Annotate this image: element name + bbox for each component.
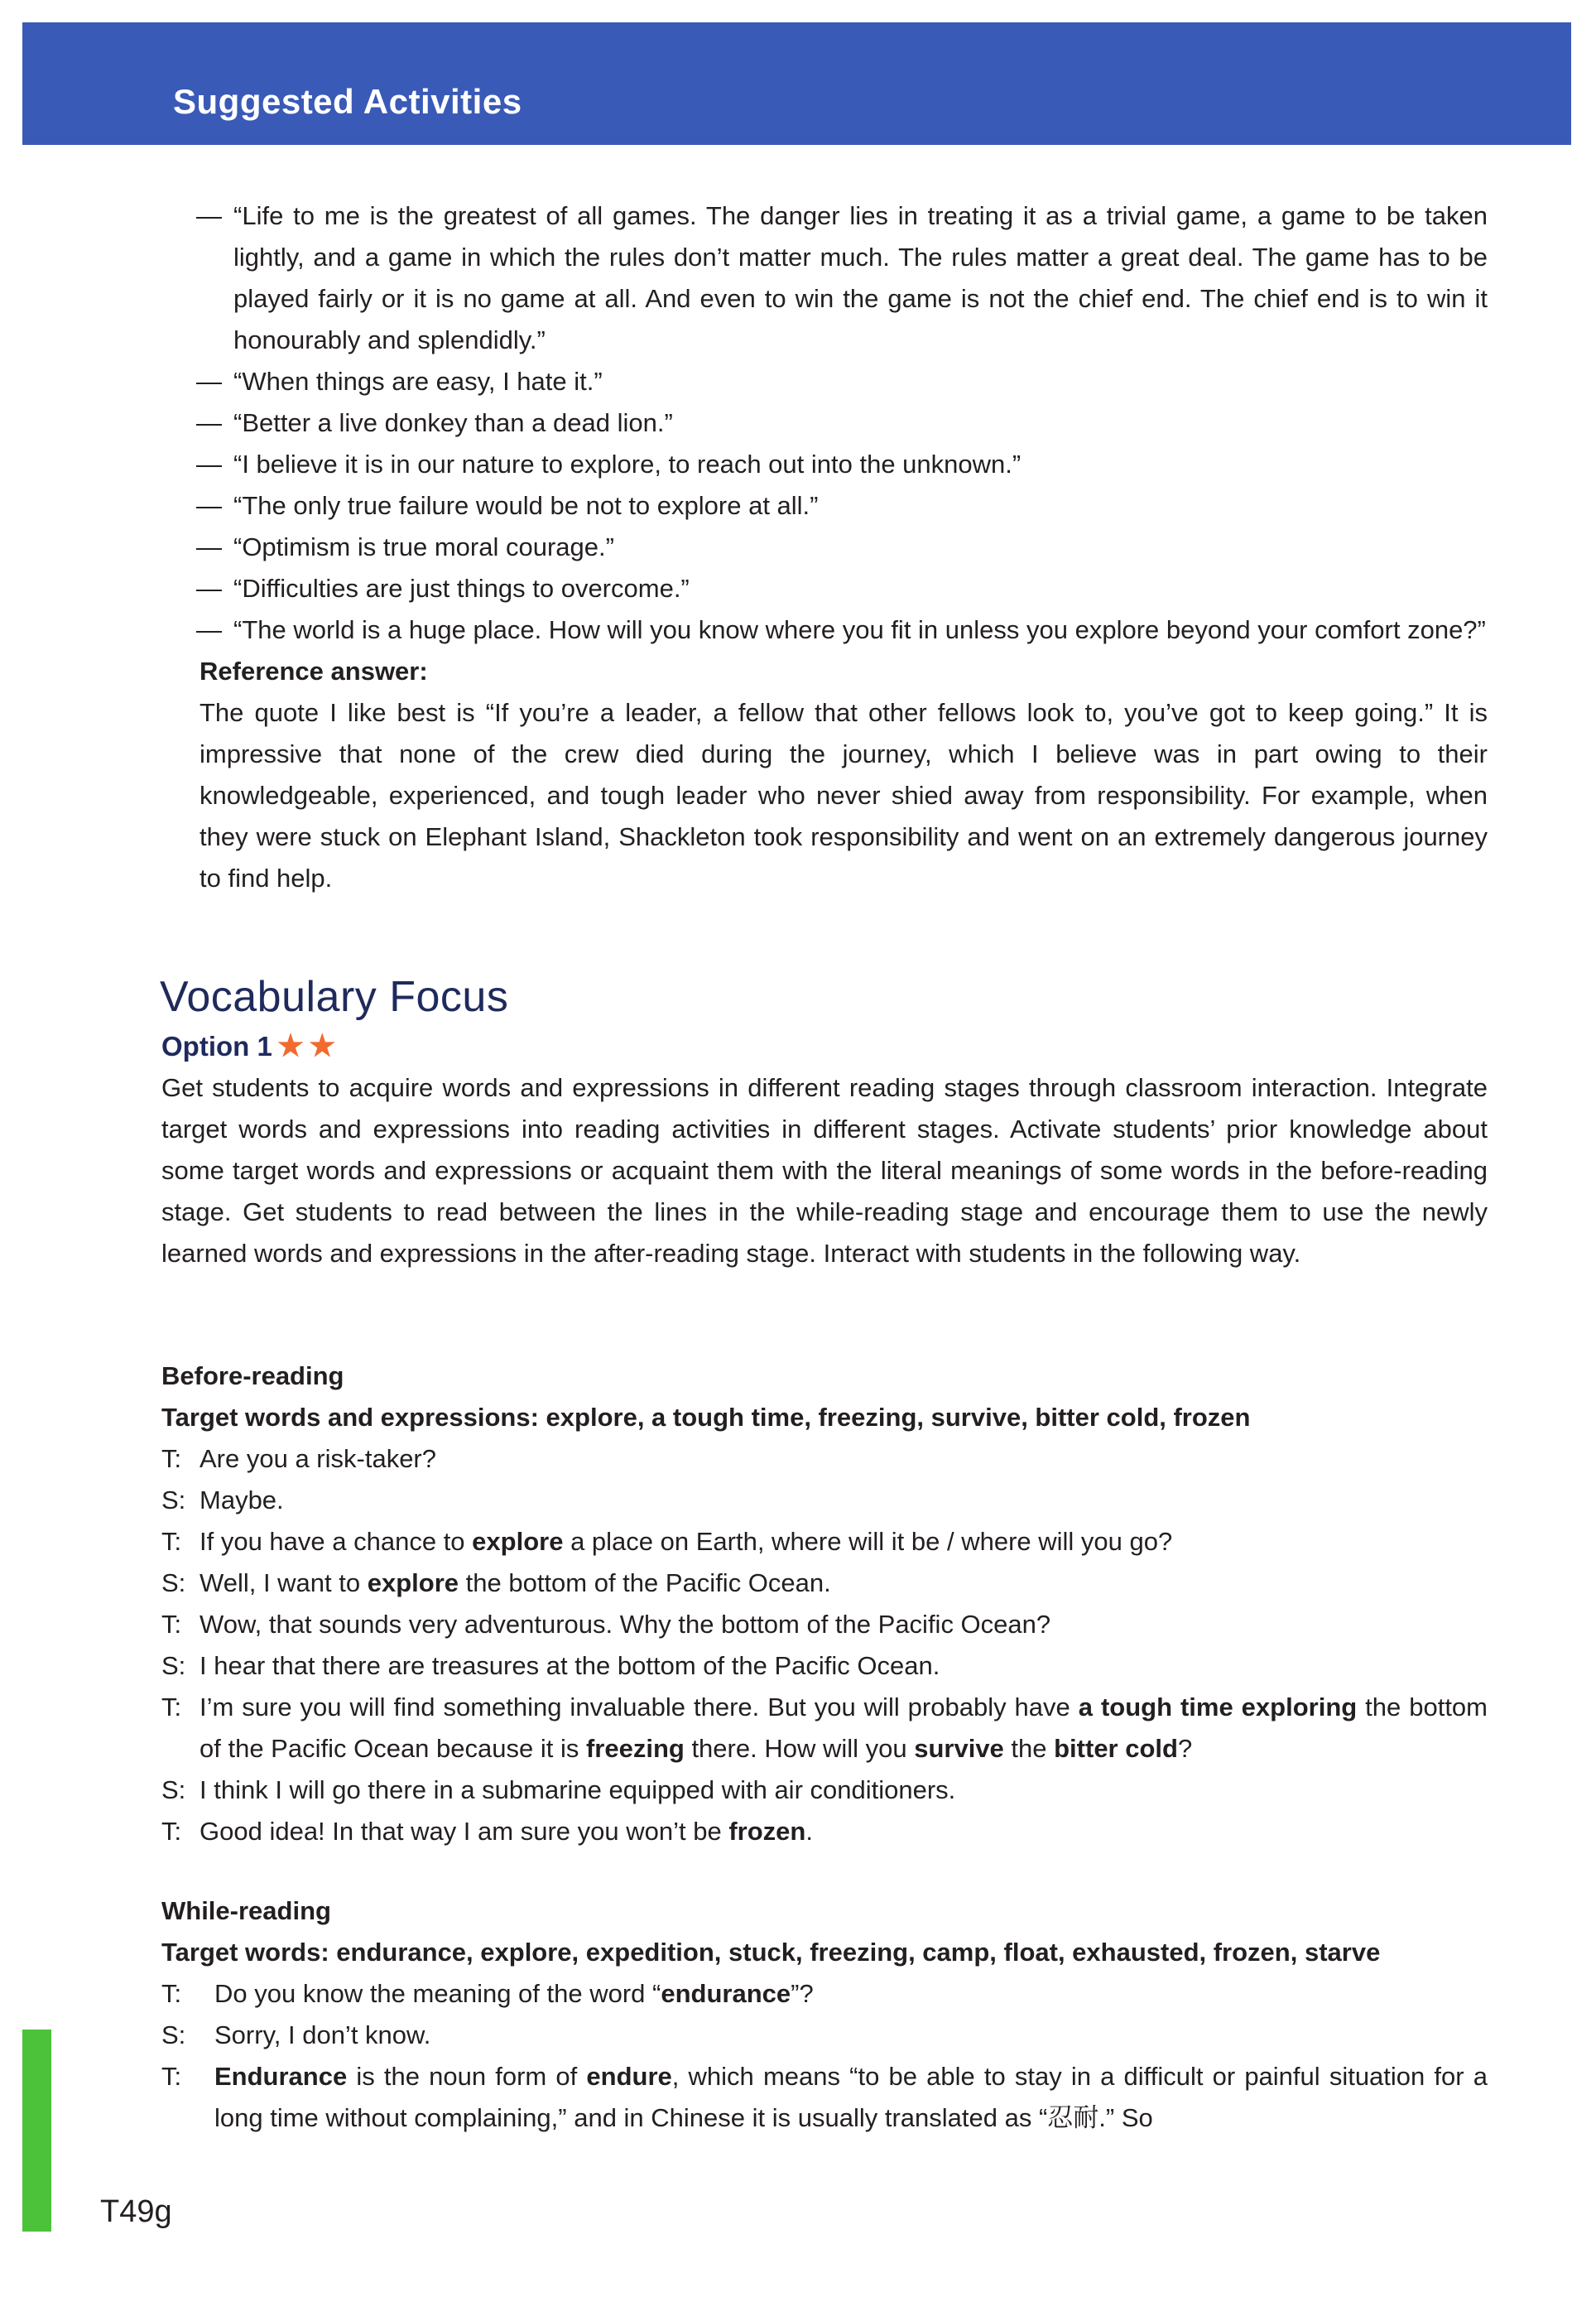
quote-item: [196, 609, 1488, 651]
option-heading: [161, 1025, 335, 1067]
page-edge-tab: [22, 2030, 51, 2232]
while-target-words: Target words: endurance, explore, expedition, stuck, freezing, camp, float, exhausted, frozen, starve: [161, 1938, 1381, 1967]
dialogue-text: [200, 1645, 1488, 1687]
before-reading-section: [161, 1356, 1488, 1852]
before-reading-heading: Before-reading: [161, 1361, 344, 1390]
while-reading-section: [161, 1890, 1488, 2139]
reference-answer-text: The quote I like best is “If you’re a leader, a fellow that other fellows look to, you’ve got to keep going.” It is impressive that none of the crew died during the journey, which I believe was in part owing to their knowledgeable, experienced, and tough leader who never shied away from responsibility. For example, when they were stuck on Elephant Island, Shackleton took responsibility and went on an extremely dangerous journey to find help.: [200, 698, 1488, 893]
text-segment: ”?: [791, 1979, 814, 2008]
dialogue-line: [161, 1438, 1488, 1480]
quote-text: “The world is a huge place. How will you know where you fit in unless you explore beyond your comfort zone?”: [233, 615, 1486, 644]
text-segment: is the noun form of: [347, 2062, 587, 2091]
dialogue-line: [161, 2015, 1488, 2056]
target-word: frozen: [728, 1817, 806, 1846]
dialogue-line: [161, 2056, 1488, 2139]
quote-dash: —: [196, 491, 222, 520]
quote-item: [196, 568, 1488, 609]
before-target-words: Target words and expressions: explore, a tough time, freezing, survive, bitter cold, frozen: [161, 1403, 1251, 1432]
dialogue-line: [161, 1480, 1488, 1521]
dialogue-text: [200, 1770, 1488, 1811]
speaker-label: S:: [161, 1568, 186, 1597]
dialogue-line: [161, 1521, 1488, 1563]
dialogue-line: [161, 1973, 1488, 2015]
target-word: Endurance: [214, 2062, 348, 2091]
text-segment: .: [805, 1817, 813, 1846]
speaker-label: T:: [161, 1610, 182, 1639]
star-icon: ★: [276, 1028, 305, 1062]
speaker-label: S:: [161, 1651, 186, 1680]
speaker-label: T:: [161, 1527, 182, 1556]
quote-item: [196, 485, 1488, 527]
target-word: freezing: [585, 1734, 685, 1763]
dialogue-line: [161, 1770, 1488, 1811]
reference-answer-label: Reference answer:: [200, 657, 428, 686]
target-word: a tough time exploring: [1078, 1693, 1358, 1721]
target-word: explore: [472, 1527, 564, 1556]
dialogue-text: [200, 1521, 1488, 1563]
quote-dash: —: [196, 201, 222, 230]
dialogue-text: [200, 1811, 1488, 1852]
text-segment: I’m sure you will find something invaluable there. But you will probably have: [200, 1693, 1079, 1721]
text-segment: the bottom of the Pacific Ocean because it is: [200, 1693, 1488, 1763]
dialogue-text: [200, 1438, 1488, 1480]
quote-dash: —: [196, 450, 222, 479]
target-word: bitter cold: [1054, 1734, 1178, 1763]
dialogue-line: [161, 1563, 1488, 1604]
target-word: explore: [367, 1568, 459, 1597]
quote-dash: —: [196, 532, 222, 561]
text-segment: Do you know the meaning of the word “: [214, 1979, 661, 2008]
quote-text: “Life to me is the greatest of all games. The danger lies in treating it as a trivial game, a game to be taken lightly, and a game in which the rules don’t matter much. The rules matter a great deal. The game has to be played fairly or it is no game at all. And even to win the game is not the chief end. The chief end is to win it honourably and splendidly.”: [233, 201, 1488, 354]
quote-text: “The only true failure would be not to explore at all.”: [233, 491, 819, 520]
text-segment: the: [1003, 1734, 1055, 1763]
while-reading-heading: While-reading: [161, 1896, 331, 1925]
text-segment: the bottom of the Pacific Ocean.: [459, 1568, 831, 1597]
vocab-intro-paragraph: Get students to acquire words and expressions in different reading stages through classroom interaction. Integrate target words and expressions into reading activities in different stages. Activate students’ prior knowledge about some target words and expressions or acquaint them with the literal meanings of some words in the before-reading stage. Get students to read between the lines in the while-reading stage and encourage them to use the newly learned words and expressions in the after-reading stage. Interact with students in the following way.: [161, 1073, 1488, 1268]
speaker-label: T:: [161, 2062, 182, 2091]
dialogue-line: [161, 1687, 1488, 1770]
dialogue-text: [214, 2056, 1488, 2139]
option-label: Option 1: [161, 1031, 272, 1062]
text-segment: , which means “to be able to stay in a difficult or painful situation for a long time without complaining,” and in Chinese it is usually translated as “忍耐.” So: [214, 2062, 1488, 2132]
speaker-label: T:: [161, 1444, 182, 1473]
quote-item: [196, 402, 1488, 444]
quote-item: [196, 361, 1488, 402]
target-word: survive: [914, 1734, 1004, 1763]
dialogue-text: [214, 2015, 1488, 2056]
speaker-label: T:: [161, 1817, 182, 1846]
text-segment: If you have a chance to: [200, 1527, 473, 1556]
quote-dash: —: [196, 615, 222, 644]
dialogue-line: [161, 1645, 1488, 1687]
dialogue-text: [214, 1973, 1488, 2015]
text-segment: Well, I want to: [200, 1568, 368, 1597]
quote-dash: —: [196, 574, 222, 603]
text-segment: Sorry, I don’t know.: [214, 2020, 431, 2049]
text-segment: I think I will go there in a submarine equipped with air conditioners.: [200, 1775, 956, 1804]
speaker-label: S:: [161, 1486, 186, 1514]
text-segment: ?: [1177, 1734, 1193, 1763]
target-word: endurance: [661, 1979, 791, 2008]
text-segment: Wow, that sounds very adventurous. Why the bottom of the Pacific Ocean?: [200, 1610, 1051, 1639]
speaker-label: T:: [161, 1693, 182, 1721]
dialogue-line: [161, 1811, 1488, 1852]
quote-item: [196, 527, 1488, 568]
target-word: endure: [586, 2062, 672, 2091]
section-title: Suggested Activities: [173, 82, 522, 121]
dialogue-text: [200, 1480, 1488, 1521]
dialogue-text: [200, 1687, 1488, 1770]
page-number: T49g: [100, 2194, 172, 2229]
quote-item: [196, 444, 1488, 485]
speaker-label: S:: [161, 2020, 186, 2049]
dialogue-line: [161, 1604, 1488, 1645]
vocabulary-focus-heading: Vocabulary Focus: [160, 973, 509, 1021]
quote-dash: —: [196, 367, 222, 396]
dialogue-text: [200, 1563, 1488, 1604]
text-segment: Good idea! In that way I am sure you won’t be: [200, 1817, 729, 1846]
speaker-label: S:: [161, 1775, 186, 1804]
star-icon: ★: [309, 1028, 336, 1062]
text-segment: I hear that there are treasures at the bottom of the Pacific Ocean.: [200, 1651, 940, 1680]
speaker-label: T:: [161, 1979, 182, 2008]
quote-text: “Better a live donkey than a dead lion.”: [233, 408, 673, 437]
quote-text: “Optimism is true moral courage.”: [233, 532, 614, 561]
quote-item: [196, 195, 1488, 361]
text-segment: Maybe.: [200, 1486, 284, 1514]
quote-text: “I believe it is in our nature to explore, to reach out into the unknown.”: [233, 450, 1022, 479]
text-segment: there. How will you: [684, 1734, 915, 1763]
section-header-banner: [22, 22, 1571, 145]
quote-text: “Difficulties are just things to overcome.”: [233, 574, 690, 603]
text-segment: Are you a risk-taker?: [200, 1444, 436, 1473]
quote-dash: —: [196, 408, 222, 437]
quote-text: “When things are easy, I hate it.”: [233, 367, 603, 396]
difficulty-stars: [272, 1028, 336, 1062]
quotes-list: [196, 195, 1488, 899]
text-segment: a place on Earth, where will it be / where will you go?: [563, 1527, 1173, 1556]
dialogue-text: [200, 1604, 1488, 1645]
